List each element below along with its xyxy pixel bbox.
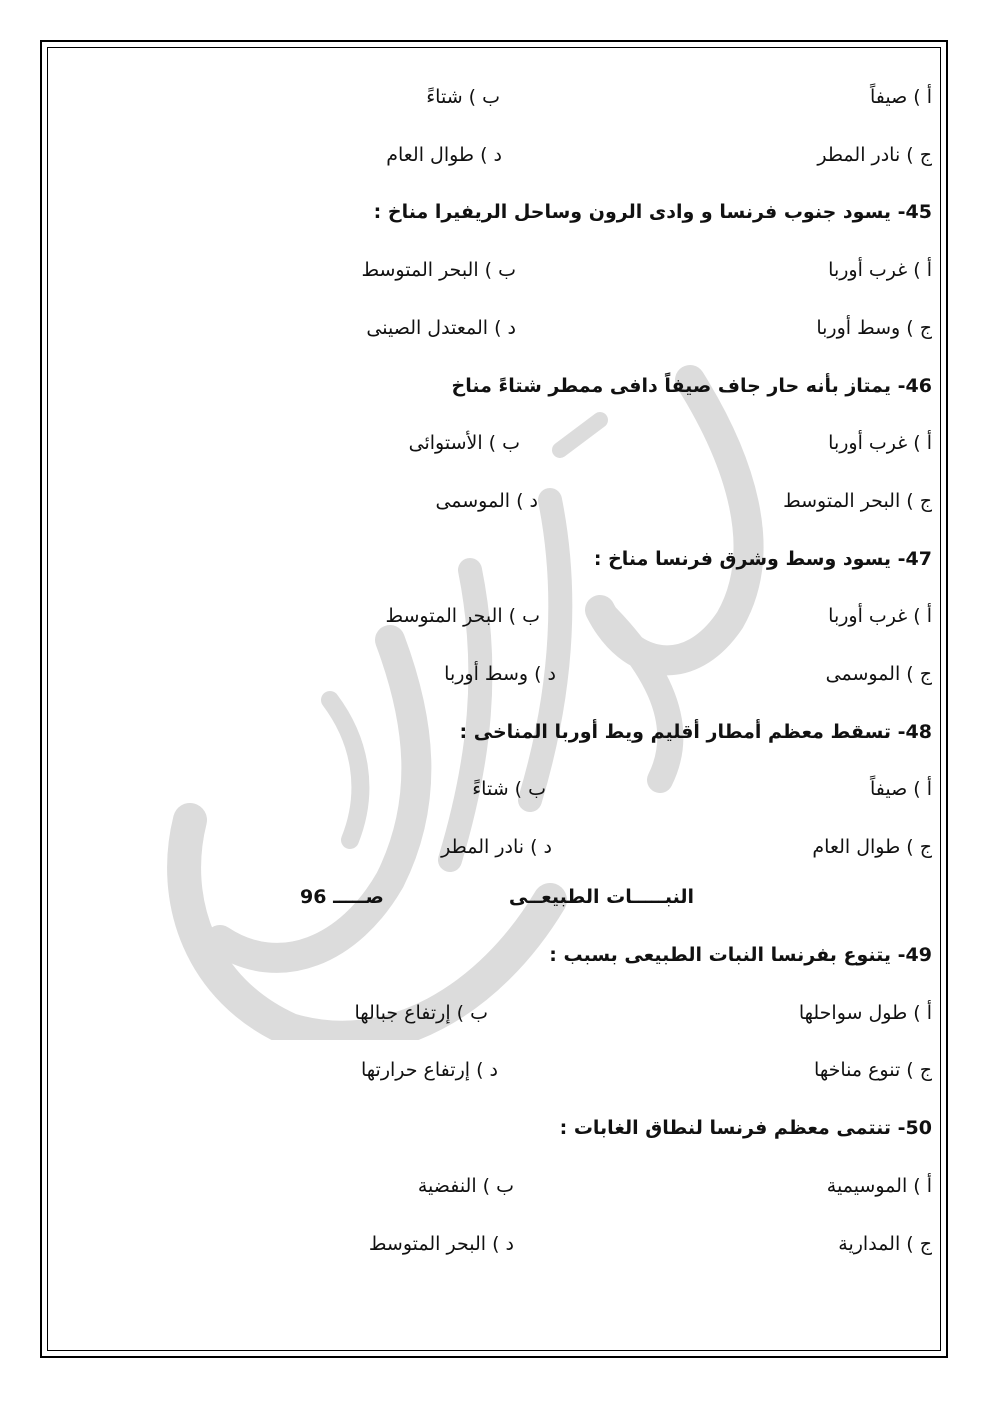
option-b: ب ) البحر المتوسط — [385, 605, 540, 628]
question-text: 46- يمتاز بأنه حار جاف صيفاً دافى ممطر شتاءً مناخ — [451, 374, 932, 397]
option-a: ج ) الموسمى — [825, 663, 932, 685]
option-b: ب ) شتاءً — [472, 778, 546, 801]
option-b: ب ) الأستوائى — [408, 432, 520, 455]
option-a: ج ) المدارية — [838, 1232, 932, 1255]
option-a: ج ) نادر المطر — [817, 143, 932, 166]
section-title: النبـــــات الطبيعــى — [508, 886, 694, 908]
option-b: د ) إرتفاع حرارتها — [361, 1059, 498, 1082]
option-b: ب ) النفضية — [417, 1174, 514, 1197]
option-a: أ ) صيفاً — [869, 86, 932, 108]
option-b: د ) نادر المطر — [441, 836, 552, 859]
question-text: 45- يسود جنوب فرنسا و وادى الرون وساحل الريفيرا مناخ : — [373, 201, 932, 224]
option-a: ج ) طوال العام — [812, 836, 932, 859]
option-b: د ) المعتدل الصينى — [366, 316, 516, 339]
option-a: أ ) غرب أوربا — [828, 432, 932, 455]
option-b: د ) الموسمى — [435, 489, 538, 512]
option-a: أ ) صيفاً — [869, 778, 932, 801]
question-text: 48- تسقط معظم أمطار أقليم ويط أوربا المناخى : — [459, 720, 932, 743]
question-text: 49- يتنوع بفرنسا النبات الطبيعى بسبب : — [549, 944, 932, 966]
option-a: أ ) الموسيمية — [826, 1174, 932, 1197]
page-reference: صـــــ 96 — [300, 886, 384, 908]
option-a: أ ) غرب أوربا — [828, 259, 932, 282]
option-a: أ ) طول سواحلها — [798, 1001, 932, 1024]
option-b: ب ) البحر المتوسط — [361, 259, 516, 282]
question-text: 47- يسود وسط وشرق فرنسا مناخ : — [593, 547, 932, 570]
option-a: أ ) غرب أوربا — [828, 605, 932, 628]
option-b: د ) وسط أوربا — [444, 663, 556, 685]
option-b: د ) طوال العام — [386, 143, 502, 166]
option-b: ب ) إرتفاع جبالها — [354, 1001, 488, 1024]
option-a: ج ) وسط أوربا — [816, 316, 932, 339]
option-b: د ) البحر المتوسط — [368, 1232, 514, 1255]
option-b: ب ) شتاءً — [426, 86, 500, 108]
option-a: ج ) البحر المتوسط — [783, 489, 932, 512]
option-a: ج ) تنوع مناخها — [814, 1059, 932, 1082]
question-text: 50- تنتمى معظم فرنسا لنطاق الغابات : — [559, 1117, 932, 1140]
